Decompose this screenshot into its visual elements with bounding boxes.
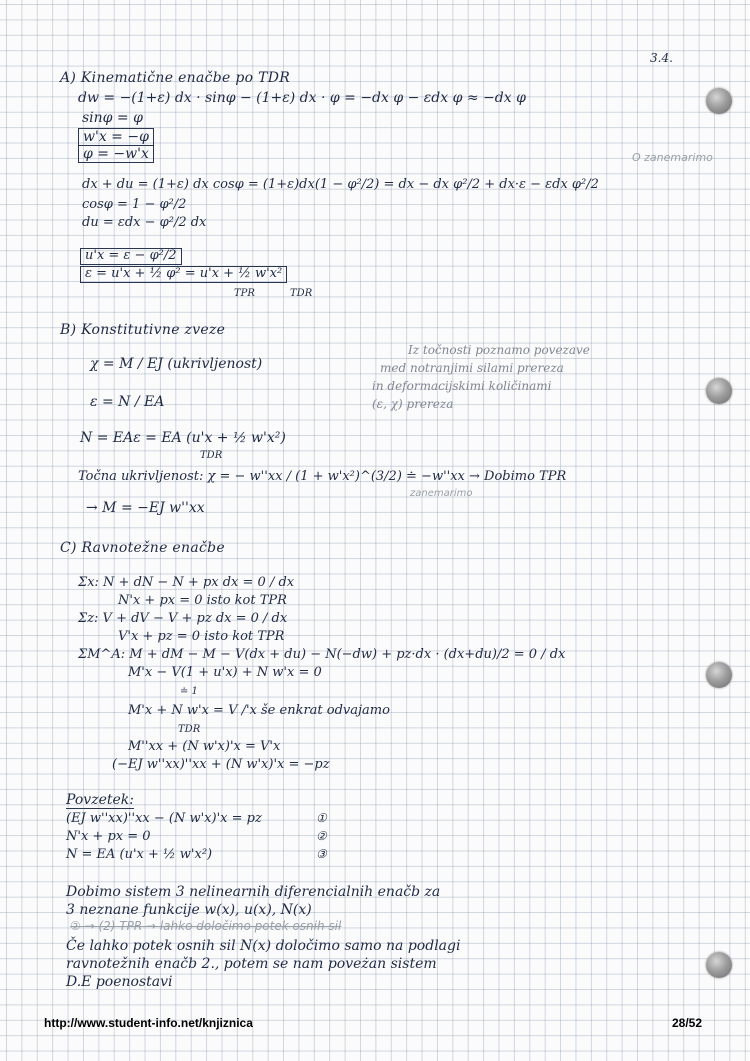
summary-heading: Povzetek:: [66, 792, 134, 808]
equation: ε = N / EA: [90, 394, 165, 410]
binder-hole: [706, 378, 732, 404]
equation: N'x + px = 0 isto kot TPR: [118, 593, 287, 608]
summary-equation: N'x + px = 0: [66, 829, 151, 844]
margin-note: med notranjimi silami prereza: [380, 361, 564, 375]
conclusion-line: ravnotežnih enačb 2., potem se nam poveżan sistem: [66, 956, 437, 972]
equation: dx + du = (1+ε) dx cosφ = (1+ε)dx(1 − φ²/2) = dx − dx φ²/2 + dx·ε − εdx φ²/2: [82, 177, 599, 192]
equation-number: ①: [316, 811, 327, 825]
annotation-label: TPR: [234, 288, 255, 299]
annotation-label: TDR: [178, 724, 201, 735]
margin-note: in deformacijskimi količinami: [372, 379, 552, 393]
equation: du = εdx − φ²/2 dx: [82, 215, 207, 230]
conclusion-line: Če lahko potek osnih sil N(x) določimo samo na podlagi: [66, 938, 461, 954]
boxed-equation: φ = −w'x: [78, 145, 154, 163]
annotation-label: TDR: [200, 450, 223, 461]
binder-hole: [706, 952, 732, 978]
equation: χ = M / EJ (ukrivljenost): [90, 356, 263, 372]
equation: Točna ukrivljenost: χ = − w''xx / (1 + w'x²)^(3/2) ≐ −w''xx → Dobimo TPR: [78, 469, 567, 484]
footer-page-counter: 28/52: [672, 1016, 703, 1030]
section-a-heading: A) Kinematične enačbe po TDR: [60, 70, 291, 86]
equation: dw = −(1+ε) dx · sinφ − (1+ε) dx · φ = −dx φ − εdx φ ≈ −dx φ: [78, 90, 526, 106]
equation-number: ②: [316, 829, 327, 843]
binder-hole: [706, 88, 732, 114]
annotation-label: ≐ 1: [180, 686, 198, 697]
boxed-equation: w'x = −φ: [78, 128, 154, 146]
section-c-heading: C) Ravnotežne enačbe: [60, 540, 225, 556]
summary-equation: N = EA (u'x + ½ w'x²): [66, 847, 213, 862]
footer-url: http://www.student-info.net/knjiznica: [44, 1016, 253, 1030]
crossed-out-text: ② → (2) TPR → lahko določimo potek osnih sil: [70, 919, 342, 933]
equation: Σx: N + dN − N + px dx = 0 / dx: [78, 575, 295, 590]
equation: M'x + N w'x = V /'x še enkrat odvajamo: [128, 703, 390, 718]
page-number: 3.4.: [650, 51, 673, 65]
equation: (−EJ w''xx)''xx + (N w'x)'x = −pz: [112, 757, 330, 772]
equation: V'x + pz = 0 isto kot TPR: [118, 629, 285, 644]
conclusion-line: Dobimo sistem 3 nelinearnih diferencialnih enačb za: [66, 884, 441, 900]
equation: → M = −EJ w''xx: [86, 500, 205, 516]
equation: N = EAε = EA (u'x + ½ w'x²): [80, 430, 286, 446]
equation: Σz: V + dV − V + pz dx = 0 / dx: [78, 611, 288, 626]
binder-hole: [706, 662, 732, 688]
conclusion-line: D.E poenostavi: [66, 974, 173, 990]
boxed-equation: ε = u'x + ½ φ² = u'x + ½ w'x²: [80, 266, 287, 283]
summary-equation: (EJ w''xx)''xx − (N w'x)'x = pz: [66, 811, 262, 826]
equation: M'x − V(1 + u'x) + N w'x = 0: [128, 665, 322, 680]
equation: ΣM^A: M + dM − M − V(dx + du) − N(−dw) + pz·dx · (dx+du)/2 = 0 / dx: [78, 647, 566, 662]
margin-note: O zanemarimo: [632, 151, 713, 164]
equation: cosφ = 1 − φ²/2: [82, 197, 187, 212]
equation-number: ③: [316, 847, 327, 861]
equation: M''xx + (N w'x)'x = V'x: [128, 739, 281, 754]
section-b-heading: B) Konstitutivne zveze: [60, 322, 226, 338]
boxed-equation: u'x = ε − φ²/2: [80, 248, 182, 265]
annotation-label: TDR: [290, 288, 313, 299]
margin-note: Iz točnosti poznamo povezave: [408, 343, 590, 357]
equation: sinφ = φ: [82, 110, 143, 126]
annotation-label: zanemarimo: [410, 488, 473, 499]
margin-note: (ε, χ) prereza: [372, 397, 454, 411]
conclusion-line: 3 neznane funkcije w(x), u(x), N(x): [66, 902, 312, 918]
